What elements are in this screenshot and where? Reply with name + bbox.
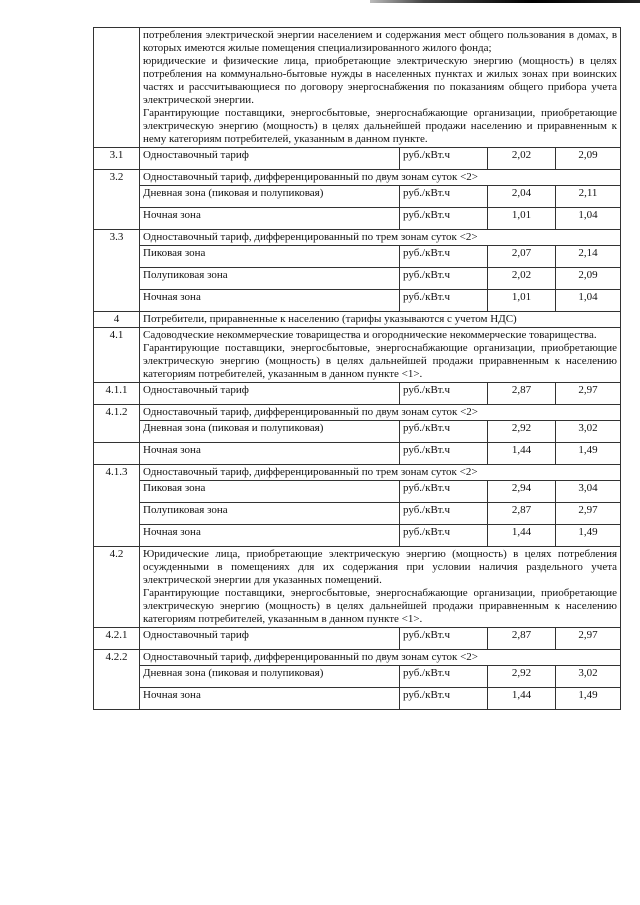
zone-name: Ночная зона: [140, 208, 400, 230]
zone-row: [94, 503, 621, 525]
table-row: [94, 547, 621, 628]
unit-cell: руб./кВт.ч: [400, 383, 488, 405]
unit-cell: руб./кВт.ч: [400, 148, 488, 170]
zone-name: Ночная зона: [140, 443, 400, 465]
value-2-cell: 1,04: [556, 208, 621, 230]
row-number: 4.1: [94, 328, 140, 383]
value-2-cell: 2,97: [556, 383, 621, 405]
zone-row: [94, 290, 621, 312]
unit-cell: руб./кВт.ч: [400, 525, 488, 547]
row-number: 4.1.1: [94, 383, 140, 405]
tariff-table: [93, 27, 621, 710]
value-2-cell: 2,14: [556, 246, 621, 268]
unit-cell: руб./кВт.ч: [400, 443, 488, 465]
value-1-cell: 1,44: [488, 443, 556, 465]
row-number: 4.2.1: [94, 628, 140, 650]
unit-cell: руб./кВт.ч: [400, 628, 488, 650]
table-row-section-header: [94, 312, 621, 328]
paragraph: Садоводческие некоммерческие товарищества и огороднические некоммерческие товарищества.: [143, 329, 597, 341]
row-number: 4.1.2: [94, 405, 140, 421]
unit-cell: руб./кВт.ч: [400, 481, 488, 503]
value-2-cell: 2,97: [556, 503, 621, 525]
unit-cell: руб./кВт.ч: [400, 268, 488, 290]
value-1-cell: 1,44: [488, 525, 556, 547]
row-title: Одноставочный тариф: [140, 628, 400, 650]
unit-cell: руб./кВт.ч: [400, 290, 488, 312]
unit-cell: руб./кВт.ч: [400, 503, 488, 525]
table-row: [94, 465, 621, 481]
value-1-cell: 2,92: [488, 666, 556, 688]
scan-edge-artifact: [370, 0, 640, 3]
table-row: [94, 230, 621, 246]
paragraph: Гарантирующие поставщики, энергосбытовые, энергоснабжающие организации, приобретающие электрическую энергию (мощность) в целях дальнейшей продажи населению и приравненным к нему категориям потребителей, указанным в данном пункте.: [143, 107, 618, 145]
zone-row: [94, 421, 621, 443]
row-number: 3.3: [94, 230, 140, 312]
zone-row: [94, 268, 621, 290]
unit-cell: руб./кВт.ч: [400, 688, 488, 710]
row-number: 4: [94, 312, 140, 328]
zone-row: [94, 246, 621, 268]
paragraph: юридические и физические лица, приобретающие электрическую энергию (мощность) в целях потребления на коммунально-бытовые нужды в населенных пунктах и жилых зонах при воинских частях и рассчитывающиеся по договору энергоснабжения по показаниям общего прибора учета электрической энергии.: [143, 55, 618, 106]
row-title: Одноставочный тариф, дифференцированный по двум зонам суток <2>: [140, 650, 621, 666]
unit-cell: руб./кВт.ч: [400, 246, 488, 268]
value-1-cell: 2,94: [488, 481, 556, 503]
value-1-cell: 2,02: [488, 148, 556, 170]
value-2-cell: 1,49: [556, 525, 621, 547]
table-row: [94, 628, 621, 650]
value-1-cell: 2,87: [488, 503, 556, 525]
row-number-empty: [94, 421, 140, 443]
unit-cell: руб./кВт.ч: [400, 208, 488, 230]
table-row: [94, 170, 621, 186]
zone-name: Дневная зона (пиковая и полупиковая): [140, 421, 400, 443]
paragraph: Гарантирующие поставщики, энергосбытовые, энергоснабжающие организации, приобретающие электрическую энергию (мощность) в целях дальнейшей продажи приравненным к населению категориям потребителей, указанным в данном пункте <1>.: [143, 587, 618, 625]
value-1-cell: 2,87: [488, 383, 556, 405]
table-row-continued: [94, 28, 621, 148]
paragraph: Гарантирующие поставщики, энергосбытовые, энергоснабжающие организации, приобретающие электрическую энергию (мощность) в целях дальнейшей продажи приравненным к населению категориям потребителей, указанным в данном пункте <1>.: [143, 342, 618, 380]
zone-row: [94, 666, 621, 688]
zone-name: Ночная зона: [140, 525, 400, 547]
value-2-cell: 2,97: [556, 628, 621, 650]
section-title: Потребители, приравненные к населению (тарифы указываются с учетом НДС): [140, 312, 621, 328]
value-2-cell: 1,49: [556, 688, 621, 710]
row-title: Одноставочный тариф, дифференцированный по двум зонам суток <2>: [140, 170, 621, 186]
paragraph: потребления электрической энергии населением и содержания мест общего пользования в домах, в которых имеются жилые помещения специализированного жилого фонда;: [143, 29, 618, 54]
zone-row: [94, 688, 621, 710]
zone-name: Дневная зона (пиковая и полупиковая): [140, 666, 400, 688]
value-1-cell: 2,07: [488, 246, 556, 268]
row-number: 3.1: [94, 148, 140, 170]
unit-cell: руб./кВт.ч: [400, 666, 488, 688]
zone-row: [94, 525, 621, 547]
value-2-cell: 3,04: [556, 481, 621, 503]
row-title: Одноставочный тариф: [140, 148, 400, 170]
zone-name: Ночная зона: [140, 688, 400, 710]
row-description: [140, 328, 621, 383]
value-1-cell: 1,01: [488, 208, 556, 230]
value-2-cell: 2,09: [556, 268, 621, 290]
row-title: Одноставочный тариф, дифференцированный по трем зонам суток <2>: [140, 230, 621, 246]
row-description: [140, 547, 621, 628]
row-number: 4.1.3: [94, 465, 140, 547]
row-number: [94, 28, 140, 148]
zone-row: [94, 208, 621, 230]
table-row: [94, 650, 621, 666]
zone-name: Полупиковая зона: [140, 268, 400, 290]
zone-row: [94, 186, 621, 208]
table-row: [94, 148, 621, 170]
value-2-cell: 2,09: [556, 148, 621, 170]
row-number: 4.2.2: [94, 650, 140, 710]
zone-name: Полупиковая зона: [140, 503, 400, 525]
value-1-cell: 1,01: [488, 290, 556, 312]
zone-name: Дневная зона (пиковая и полупиковая): [140, 186, 400, 208]
value-1-cell: 2,02: [488, 268, 556, 290]
unit-cell: руб./кВт.ч: [400, 186, 488, 208]
zone-name: Пиковая зона: [140, 481, 400, 503]
value-2-cell: 1,49: [556, 443, 621, 465]
paragraph: Юридические лица, приобретающие электрическую энергию (мощность) в целях потребления осужденными в помещениях для их содержания при условии наличия раздельного учета электрической энергии для указанных помещений.: [143, 548, 618, 586]
row-title: Одноставочный тариф, дифференцированный по двум зонам суток <2>: [140, 405, 621, 421]
row-number: 3.2: [94, 170, 140, 230]
zone-name: Ночная зона: [140, 290, 400, 312]
value-2-cell: 3,02: [556, 421, 621, 443]
row-title: Одноставочный тариф, дифференцированный по трем зонам суток <2>: [140, 465, 621, 481]
zone-name: Пиковая зона: [140, 246, 400, 268]
value-2-cell: 1,04: [556, 290, 621, 312]
value-1-cell: 1,44: [488, 688, 556, 710]
table-row: [94, 383, 621, 405]
value-2-cell: 3,02: [556, 666, 621, 688]
unit-cell: руб./кВт.ч: [400, 421, 488, 443]
row-number-empty: [94, 443, 140, 465]
value-1-cell: 2,87: [488, 628, 556, 650]
table-row: [94, 328, 621, 383]
row-title: Одноставочный тариф: [140, 383, 400, 405]
table-row: [94, 405, 621, 421]
zone-row: [94, 481, 621, 503]
zone-row: [94, 443, 621, 465]
value-1-cell: 2,04: [488, 186, 556, 208]
value-1-cell: 2,92: [488, 421, 556, 443]
row-number: 4.2: [94, 547, 140, 628]
row-description: [140, 28, 621, 148]
value-2-cell: 2,11: [556, 186, 621, 208]
